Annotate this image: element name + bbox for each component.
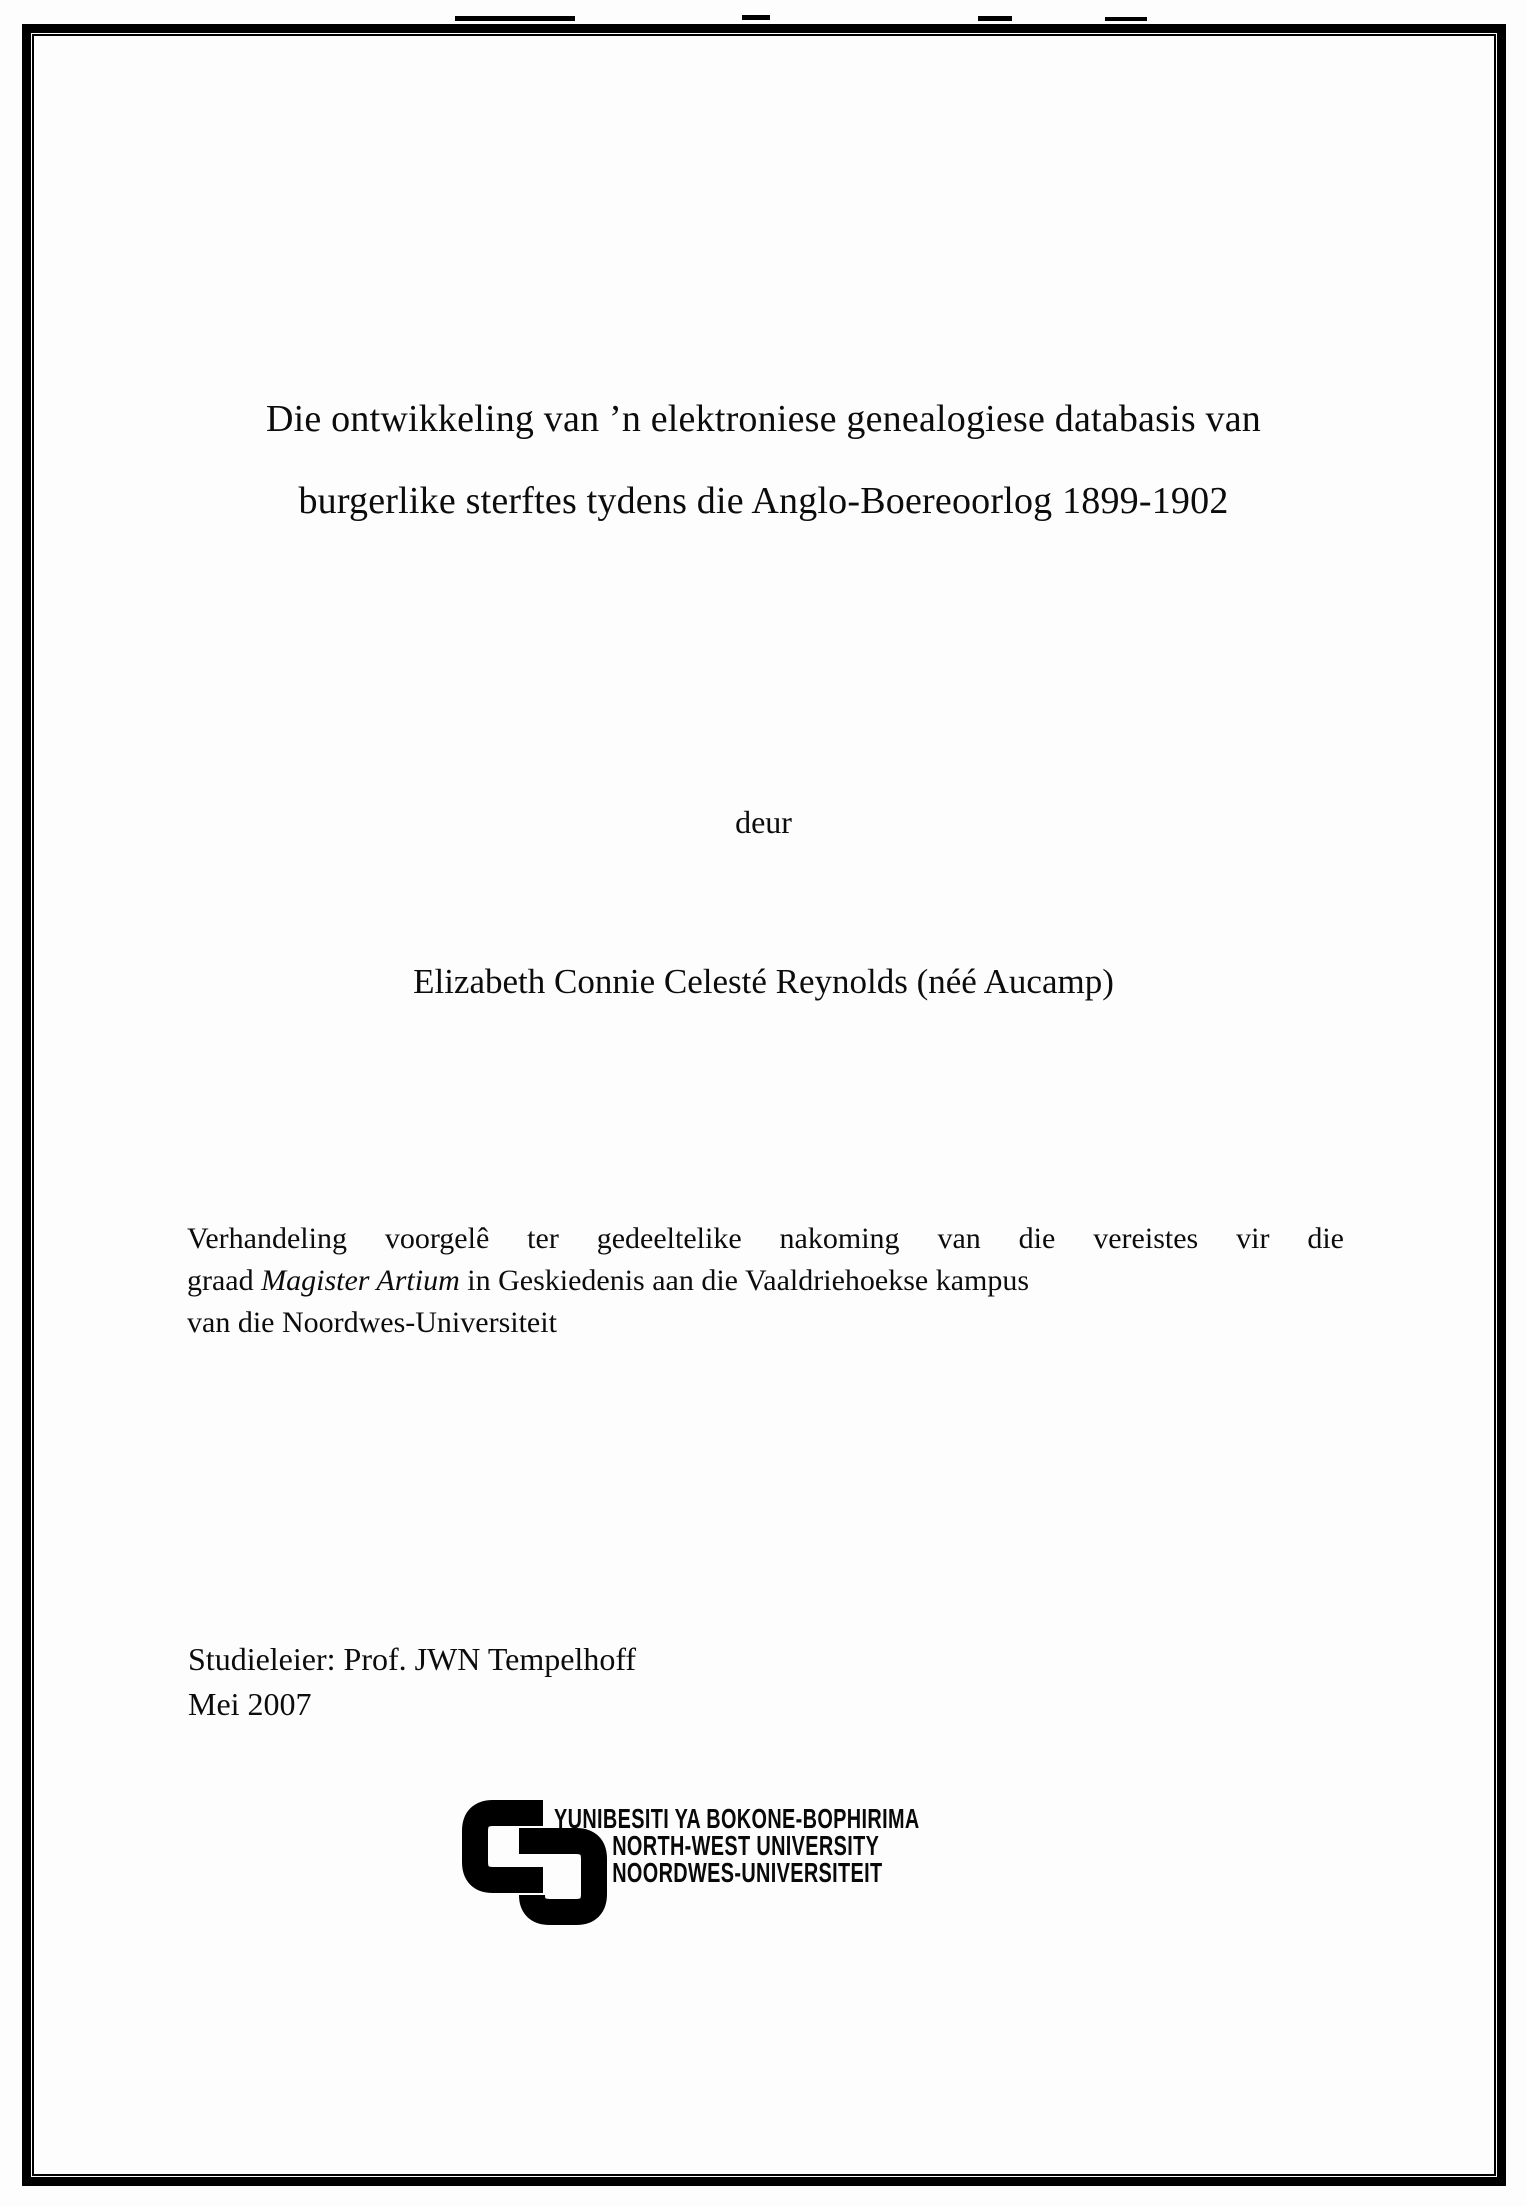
scan-artifact-speck: [1105, 17, 1147, 21]
date-line: Mei 2007: [188, 1686, 312, 1722]
degree-statement-line-3: van die Noordwes-Universiteit: [187, 1306, 557, 1339]
scan-artifact-speck: [742, 15, 770, 20]
logo-line-setswana: YUNIBESITI YA BOKONE-BOPHIRIMA: [554, 1803, 920, 1834]
logo-line-afrikaans: NOORDWES-UNIVERSITEIT: [612, 1857, 883, 1888]
author-name: Elizabeth Connie Celesté Reynolds (néé Aucamp): [413, 962, 1114, 1001]
degree-statement-line-2: [187, 1260, 1344, 1302]
scan-artifact-speck: [978, 16, 1012, 21]
thesis-title-line-1: Die ontwikkeling van ’n elektroniese genealogiese databasis van: [266, 398, 1261, 440]
byline-deur: deur: [735, 804, 792, 840]
supervisor-block: [188, 1637, 636, 1727]
thesis-title-line-2: burgerlike sterftes tydens die Anglo-Boereoorlog 1899-1902: [298, 480, 1229, 522]
degree-statement-line-2-post: in Geskiedenis aan die Vaaldriehoekse kampus: [459, 1264, 1030, 1297]
degree-name-italic: Magister Artium: [261, 1264, 460, 1297]
scan-artifact-speck: [455, 16, 575, 21]
degree-statement-line-1: Verhandeling voorgelê ter gedeeltelike nakoming van die vereistes vir die: [187, 1222, 1344, 1255]
degree-statement-line-2-pre: graad: [187, 1264, 262, 1297]
degree-statement: [187, 1218, 1344, 1344]
thesis-title: [92, 378, 1435, 542]
logo-line-english: NORTH-WEST UNIVERSITY: [612, 1830, 880, 1861]
logo-wordmark: [554, 1805, 920, 1886]
supervisor-line: Studieleier: Prof. JWN Tempelhoff: [188, 1641, 637, 1677]
university-logo: [462, 1799, 1082, 1929]
